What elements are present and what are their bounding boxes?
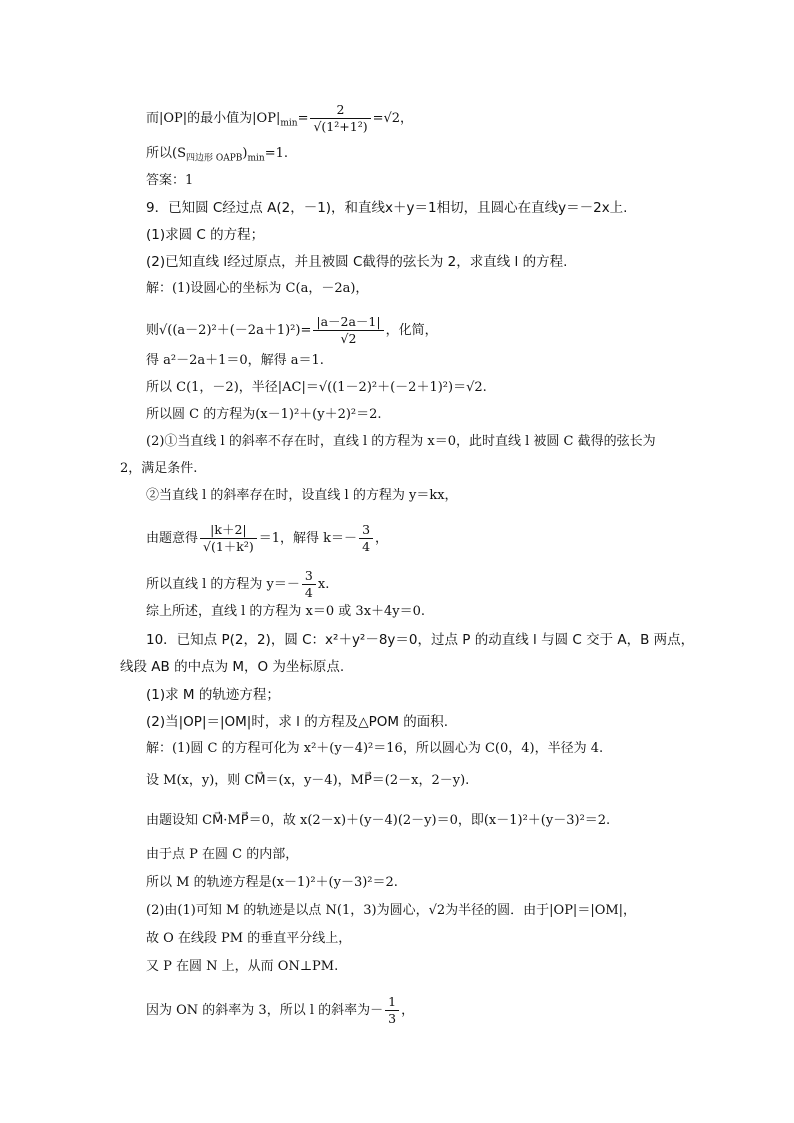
text-run: 由题意得 bbox=[146, 531, 199, 546]
solution-line bbox=[146, 172, 734, 190]
text-run: 由题设知 CM⃗·MP⃗＝0，故 x(2－x)＋(y－4)(2－y)＝0，即(x－1)²＋(y－3)²＝2. bbox=[146, 813, 611, 828]
question-line bbox=[146, 253, 734, 271]
text-run: 所以 M 的轨迹方程是(x－1)²＋(y－3)²＝2. bbox=[146, 875, 398, 890]
fraction bbox=[310, 102, 370, 135]
text-run: 则√((a－2)²＋(－2a＋1)²)= bbox=[146, 323, 312, 338]
text-run: 由于点 P 在圆 C 的内部， bbox=[146, 847, 299, 862]
solution-line bbox=[146, 812, 734, 830]
subscript: min bbox=[247, 153, 265, 164]
denominator: √2 bbox=[340, 331, 357, 346]
solution-line bbox=[146, 846, 734, 864]
text-run: 所以(S bbox=[146, 146, 186, 161]
solution-line bbox=[146, 379, 734, 397]
question-line bbox=[146, 199, 734, 217]
denominator: 3 bbox=[388, 1011, 397, 1026]
subscript: 四边形 OAPB bbox=[185, 153, 243, 164]
solution-line bbox=[146, 568, 734, 601]
text-run: =1. bbox=[264, 146, 288, 161]
text-run: 2，满足条件. bbox=[120, 461, 198, 476]
text-run: (2)当|OP|＝|OM|时，求 l 的方程及△POM 的面积. bbox=[146, 714, 449, 730]
solution-line bbox=[146, 102, 734, 135]
text-run: ) bbox=[242, 146, 248, 161]
fraction bbox=[302, 568, 316, 601]
text-run: 解：(1)设圆心的坐标为 C(a，－2a)， bbox=[146, 281, 369, 296]
question-line bbox=[146, 226, 734, 244]
text-run: 9．已知圆 C经过点 A(2，－1)，和直线x＋y＝1相切，且圆心在直线y＝－2x上. bbox=[146, 200, 628, 216]
text-run: ， bbox=[401, 1003, 415, 1018]
text-run: ②当直线 l 的斜率存在时，设直线 l 的方程为 y＝kx， bbox=[146, 488, 458, 503]
text-run: (1)求 M 的轨迹方程； bbox=[146, 687, 280, 703]
fraction bbox=[313, 314, 383, 347]
numerator: |a－2a－1| bbox=[313, 314, 383, 331]
text-run: (2)已知直线 l经过原点，并且被圆 C截得的弦长为 2，求直线 l 的方程. bbox=[146, 254, 568, 270]
fraction bbox=[385, 994, 399, 1027]
numerator: 3 bbox=[302, 568, 316, 585]
text-run: 又 P 在圆 N 上，从而 ON⊥PM. bbox=[146, 959, 339, 974]
denominator: 4 bbox=[304, 585, 313, 600]
text-run: 10．已知点 P(2，2)，圆 C：x²＋y²－8y＝0，过点 P 的动直线 l 与圆 C 交于 A，B 两点， bbox=[146, 632, 695, 648]
text-run: ＝1，解得 k＝－ bbox=[258, 531, 358, 546]
solution-line bbox=[146, 772, 734, 790]
solution-line bbox=[146, 522, 734, 555]
text-run: 因为 ON 的斜率为 3，所以 l 的斜率为－ bbox=[146, 1003, 384, 1018]
text-run: 解：(1)圆 C 的方程可化为 x²＋(y－4)²＝16，所以圆心为 C(0，4)，半径为 4. bbox=[146, 741, 604, 756]
text-run: =√2， bbox=[372, 111, 414, 126]
subscript: min bbox=[280, 118, 298, 129]
text-run: 所以 C(1，－2)，半径|AC|＝√((1－2)²＋(－2＋1)²)＝√2. bbox=[146, 380, 487, 395]
solution-line bbox=[146, 433, 734, 451]
text-run: 综上所述，直线 l 的方程为 x＝0 或 3x＋4y＝0. bbox=[146, 604, 426, 619]
solution-line bbox=[146, 406, 734, 424]
fraction bbox=[359, 522, 373, 555]
text-run: 所以圆 C 的方程为(x－1)²＋(y＋2)²＝2. bbox=[146, 407, 382, 422]
solution-line bbox=[146, 958, 734, 976]
question-line bbox=[146, 713, 734, 731]
solution-line bbox=[146, 740, 734, 758]
text-run: (1)求圆 C 的方程； bbox=[146, 227, 265, 243]
numerator: |k＋2| bbox=[200, 522, 257, 539]
text-run: 而|OP|的最小值为|OP| bbox=[146, 111, 281, 126]
denominator: 4 bbox=[362, 539, 371, 554]
text-run: ，化简， bbox=[385, 323, 438, 338]
text-run: ， bbox=[375, 531, 389, 546]
text-run: 设 M(x，y)，则 CM⃗＝(x，y－4)，MP⃗＝(2－x，2－y). bbox=[146, 773, 470, 788]
text-run: = bbox=[297, 111, 309, 126]
text-run: (2)由(1)可知 M 的轨迹是以点 N(1，3)为圆心，√2为半径的圆．由于|OP|＝|OM|， bbox=[146, 903, 637, 918]
text-run: 故 O 在线段 PM 的垂直平分线上， bbox=[146, 931, 352, 946]
solution-line bbox=[146, 314, 734, 347]
solution-line bbox=[146, 280, 734, 298]
solution-line bbox=[146, 352, 734, 370]
solution-line bbox=[146, 145, 734, 168]
question-line bbox=[146, 686, 734, 704]
question-line bbox=[146, 631, 734, 649]
solution-line bbox=[146, 487, 734, 505]
solution-line bbox=[146, 930, 734, 948]
question-line bbox=[120, 658, 734, 676]
text-run: 答案：1 bbox=[146, 173, 194, 188]
numerator: 3 bbox=[359, 522, 373, 539]
solution-line bbox=[146, 603, 734, 621]
text-run: (2)①当直线 l 的斜率不存在时，直线 l 的方程为 x＝0，此时直线 l 被圆 C 截得的弦长为 bbox=[146, 434, 656, 449]
text-run: x. bbox=[317, 577, 330, 592]
numerator: 2 bbox=[310, 102, 370, 119]
text-run: 所以直线 l 的方程为 y＝－ bbox=[146, 577, 300, 592]
denominator: √(1²+1²) bbox=[313, 119, 368, 134]
solution-line bbox=[120, 460, 734, 478]
numerator: 1 bbox=[385, 994, 399, 1011]
solution-line bbox=[146, 994, 734, 1027]
denominator: √(1＋k²) bbox=[203, 539, 254, 554]
solution-line bbox=[146, 902, 734, 920]
solution-line bbox=[146, 874, 734, 892]
fraction bbox=[200, 522, 257, 555]
text-run: 线段 AB 的中点为 M，O 为坐标原点. bbox=[120, 659, 345, 675]
text-run: 得 a²－2a＋1＝0，解得 a＝1. bbox=[146, 353, 324, 368]
